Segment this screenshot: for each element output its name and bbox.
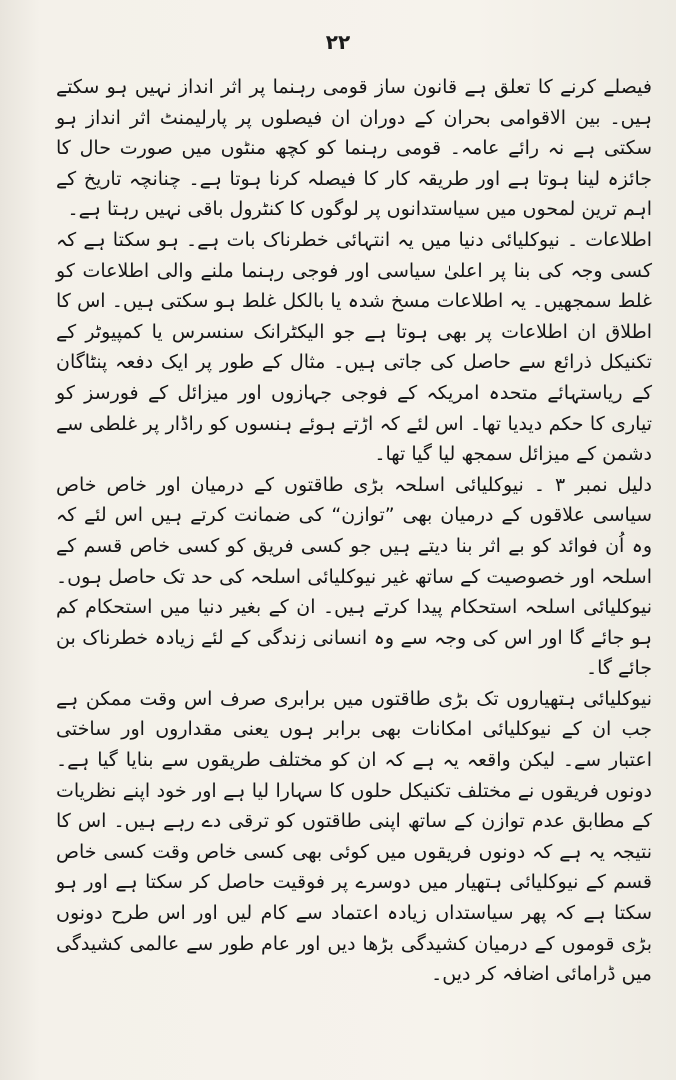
- page-number: ۲۲: [325, 30, 351, 54]
- page-body: [56, 72, 652, 990]
- paragraph-2: اطلاعات ۔ نیوکلیائی دنیا میں یہ انتہائی خطرناک بات ہے۔ ہو سکتا ہے کہ کسی وجہ کی بنا پر اعلیٰ سیاسی اور فوجی رہنما ملنے والی اطلاعات کو غلط سمجھیں۔ یہ اطلاعات مسخ شدہ یا بالکل غلط ہو سکتی ہیں۔ اس کا اطلاق ان اطلاعات پر بھی ہوتا ہے جو الیکٹرانک سنسرس یا کمپیوٹر کے تکنیکل ذرائع سے حاصل کی جاتی ہیں۔ مثال کے طور پر ایک دفعہ پنٹاگان کے ریاستہائے متحدہ امریکہ کے فوجی جہازوں اور میزائل کے فورسز کو تیاری کا حکم دیدیا تھا۔ اس لئے کہ اڑتے ہوئے ہنسوں کو راڈار پر غلطی سے دشمن کے میزائل سمجھ لیا گیا تھا۔: [56, 228, 652, 466]
- paragraph-4: نیوکلیائی ہتھیاروں تک بڑی طاقتوں میں برابری صرف اس وقت ممکن ہے جب ان کے نیوکلیائی امکانات بھی برابر ہوں یعنی مقداروں اور ساختی اعتبار سے۔ لیکن واقعہ یہ ہے کہ ان کو مختلف طریقوں سے بنایا گیا ہے۔ دونوں فریقوں نے مختلف تکنیکل حلوں کا سہارا لیا ہے اور خود اپنے نظریات کے مطابق عدم توازن کے ساتھ اپنی طاقتوں کو ترقی دے رہے ہیں۔ اس کا نتیجہ یہ ہے کہ دونوں فریقوں میں کوئی بھی کسی خاص وقت کسی خاص قسم کے نیوکلیائی ہتھیار میں دوسرے پر فوقیت حاصل کر سکتا ہے اور ہو سکتا ہے کہ پھر سیاستداں زیادہ اعتماد سے کام لیں اور اس طرح دونوں بڑی قوموں کے درمیان کشیدگی بڑھا دیں اور عام طور سے عالمی کشیدگی میں ڈرامائی اضافہ کر دیں۔: [56, 687, 652, 986]
- paragraph-3: دلیل نمبر ۳ ۔ نیوکلیائی اسلحہ بڑی طاقتوں کے درمیان اور خاص خاص سیاسی علاقوں کے درمیان بھی ”توازن“ کی ضمانت کرتے ہیں اس لئے کہ وہ اُن فوائد کو بے اثر بنا دیتے ہیں جو کسی فریق کو کسی خاص قسم کے اسلحہ اور خصوصیت کے ساتھ غیر نیوکلیائی اسلحہ کی حد تک حاصل ہوں۔ نیوکلیائی اسلحہ استحکام پیدا کرتے ہیں۔ ان کے بغیر دنیا میں استحکام کم ہو جائے گا اور اس کی وجہ سے وہ انسانی زندگی کے لئے زیادہ خطرناک بن جائے گا۔: [56, 473, 652, 680]
- facing-page-bleed: [0, 60, 56, 1060]
- paragraph-1: فیصلے کرنے کا تعلق ہے قانون ساز قومی رہنما پر اثر انداز نہیں ہو سکتے ہیں۔ بین الاقوامی بحران کے دوران ان فیصلوں پر پارلیمنٹ اثر انداز ہو سکتی ہے نہ رائے عامہ۔ قومی رہنما کو کچھ منٹوں میں صورت حال کا جائزہ لینا ہوتا ہے اور طریقہ کار کا فیصلہ کرنا ہوتا ہے۔ چنانچہ تاریخ کے اہم ترین لمحوں میں سیاستدانوں پر لوگوں کا کنٹرول باقی نہیں رہتا ہے۔: [56, 76, 652, 221]
